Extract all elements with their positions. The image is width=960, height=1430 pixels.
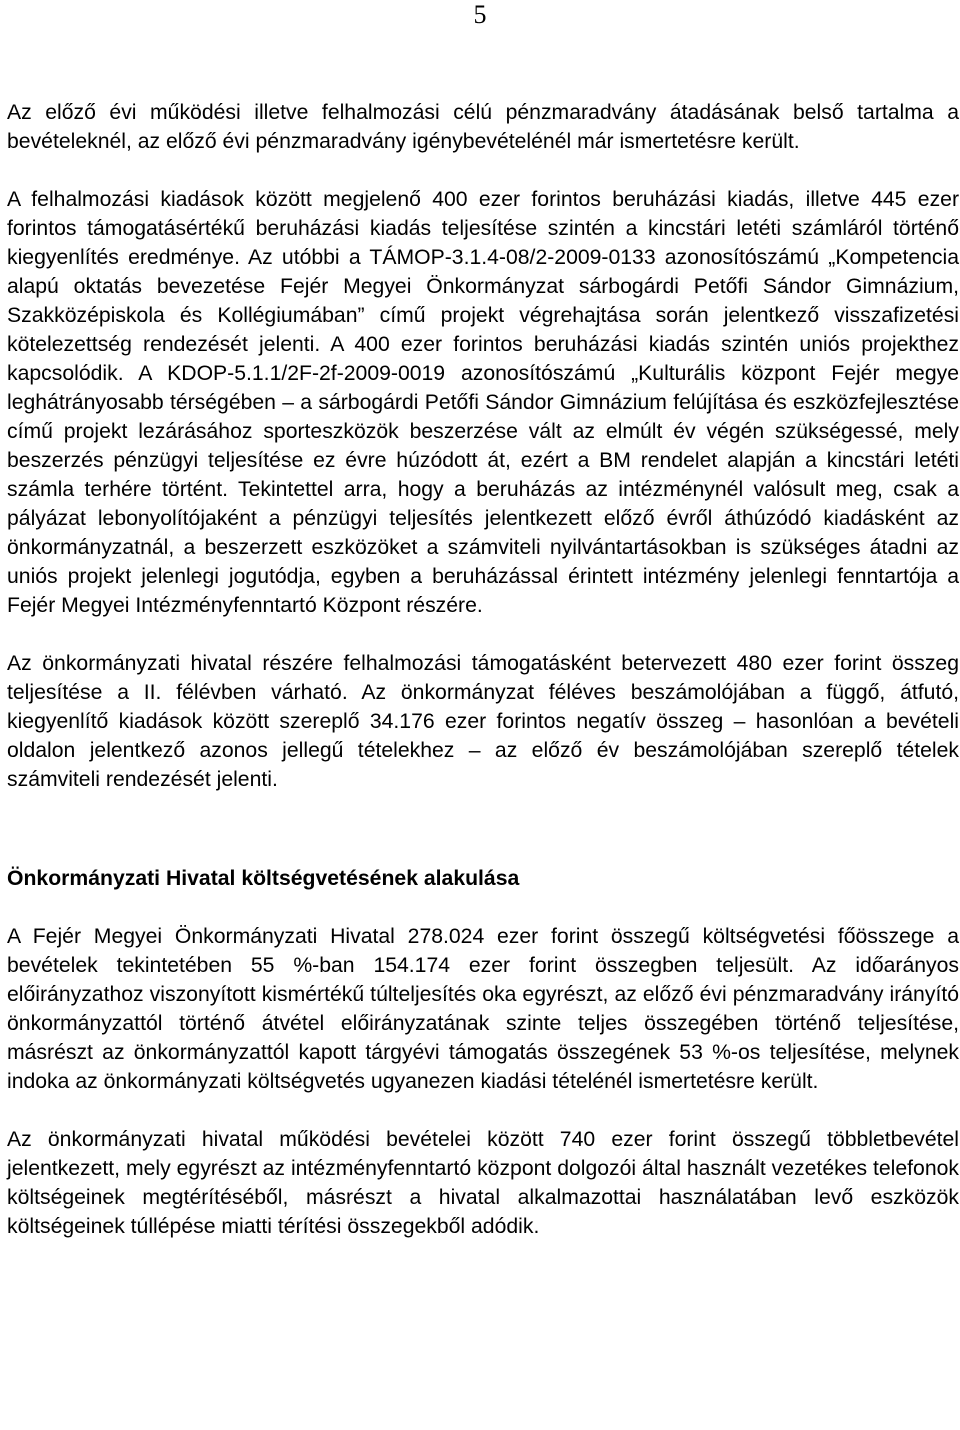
section-heading: Önkormányzati Hivatal költségvetésének alakulása xyxy=(7,867,520,890)
paragraph-2: A felhalmozási kiadások között megjelenő 400 ezer forintos beruházási kiadás, illetve 445 ezer forintos támogatásértékű beruházási kiadás teljesítése szintén a kincstári letéti számláról történő kiegyenlítés eredménye. Az utóbbi a TÁMOP-3.1.4-08/2-2009-0133 azonosítószámú „Kompetencia alapú oktatás bevezetése Fejér Megyei Önkormányzat sárbogárdi Petőfi Sándor Gimnázium, Szakközépiskola és Kollégiumában” című projekt végrehajtása során jelentkező visszafizetési kötelezettség rendezését jelenti. A 400 ezer forintos beruházási kiadás szintén uniós projekthez kapcsolódik. A KDOP-5.1.1/2F-2f-2009-0019 azonosítószámú „Kulturális központ Fejér megye leghátrányosabb térségében – a sárbogárdi Petőfi Sándor Gimnázium felújítása és eszközfejlesztése című projekt lezárásához sporteszközök beszerzése vált az elmúlt év végén szükségessé, mely beszerzés pénzügyi teljesítése ez évre húzódott át, ezért a BM rendelet alapján a kincstári letéti számla terhére történt. Tekintettel arra, hogy a beruházás az intézménynél valósult meg, csak a pályázat lebonyolítójaként a pénzügyi teljesítés jelentkezett előző évről áthúzódó kiadásként az önkormányzatnál, a beszerzett eszközöket a számviteli nyilvántartásokban is szükséges átadni az uniós projekt jelenlegi jogutódja, egyben a beruházással érintett intézmény jelenlegi fenntartója a Fejér Megyei Intézményfenntartó Központ részére. xyxy=(7,188,959,617)
paragraph-1: Az előző évi működési illetve felhalmozási célú pénzmaradvány átadásának belső tartalma a bevételeknél, az előző évi pénzmaradvány igénybevételénél már ismertetésre került. xyxy=(7,101,959,153)
document-body xyxy=(7,98,959,1241)
page-number: 5 xyxy=(473,0,487,29)
section-paragraph-2: Az önkormányzati hivatal működési bevételei között 740 ezer forint összegű többletbevétel jelentkezett, mely egyrészt az intézményfenntartó központ dolgozói által használt vezetékes telefonok költségeinek megtérítéséből, másrészt a hivatal alkalmazottai használatában levő eszközök költségeinek túllépése miatti térítési összegekből adódik. xyxy=(7,1128,959,1238)
section-paragraph-1: A Fejér Megyei Önkormányzati Hivatal 278.024 ezer forint összegű költségvetési főösszege a bevételek tekintetében 55 %-ban 154.174 ezer forint összegben teljesült. Az időarányos előirányzathoz viszonyított kismértékű túlteljesítés oka egyrészt, az előző évi pénzmaradvány irányító önkormányzattól történő átvétel előirányzatának szinte teljes összegében történő teljesítése, másrészt az önkormányzattól kapott tárgyévi támogatás összegének 53 %-os teljesítése, melynek indoka az önkormányzati költségvetés ugyanezen kiadási tételénél ismertetésre került. xyxy=(7,925,959,1093)
paragraph-3: Az önkormányzati hivatal részére felhalmozási támogatásként betervezett 480 ezer forint összeg teljesítése a II. félévben várható. Az önkormányzat féléves beszámolójában a függő, átfutó, kiegyenlítő kiadások között szereplő 34.176 ezer forintos negatív összeg – hasonlóan a bevételi oldalon jelentkező azonos jellegű tételekhez – az előző év beszámolójában szereplő tételek számviteli rendezését jelenti. xyxy=(7,652,959,791)
